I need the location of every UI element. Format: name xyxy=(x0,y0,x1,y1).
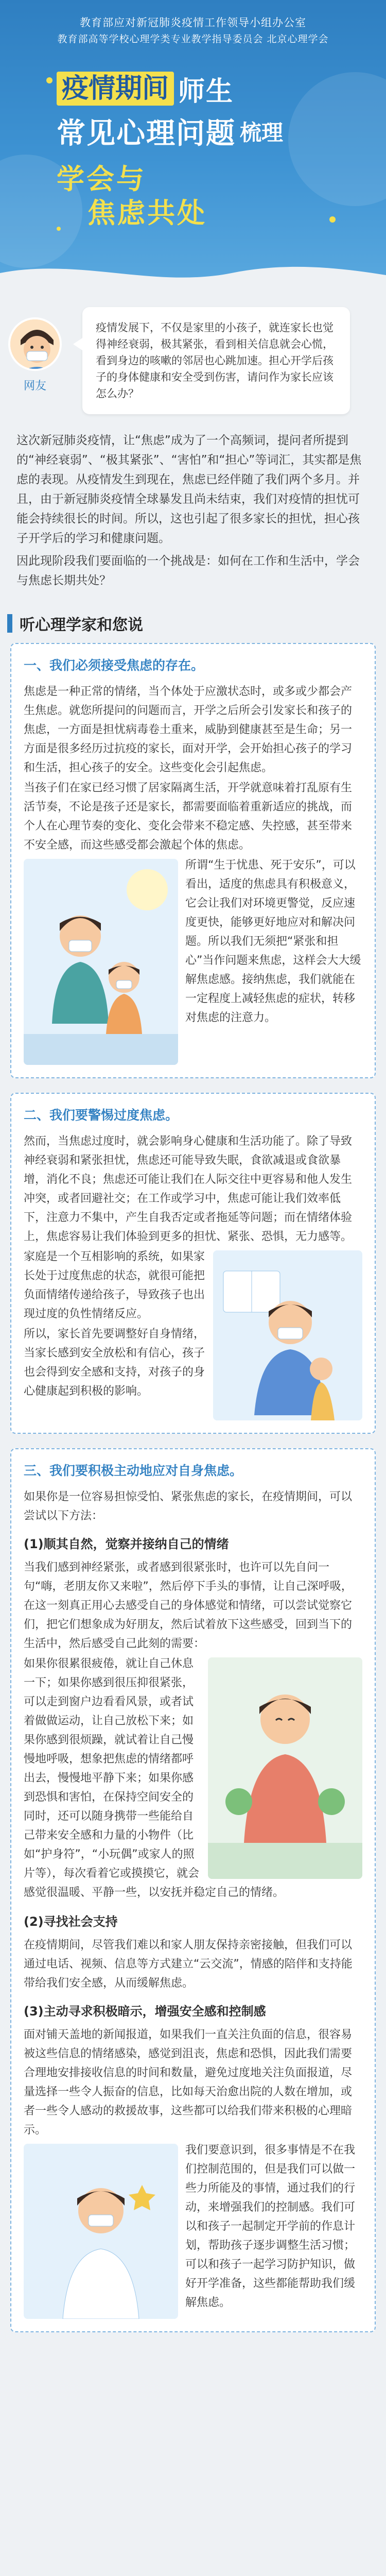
card-cope-actively xyxy=(10,1448,376,2332)
title-subject: 师生 xyxy=(178,76,234,107)
subsection-title: (2)寻找社会支持 xyxy=(24,1914,118,1929)
header-banner xyxy=(0,0,386,289)
card-paragraph: 在疫情期间，尽管我们难以和家人朋友保持亲密接触，但我们可以通过电话、视频、信息等方式建立“云交流”，情感的陪伴和支持能带给我们安全感，从而缓解焦虑。 xyxy=(24,1939,353,1990)
netizen-avatar xyxy=(8,317,62,371)
card-paragraph: 所谓“生于忧患、死于安乐”，可以看出，适度的焦虑具有积极意义，它会让我们对环境更警觉，反应速度更快，能够更好地应对和解决问题。所以我们无须把“紧张和担心”当作问题来焦虑，这样会大大缓解焦虑感。接纳焦虑，我们就能在一定程度上减轻焦虑的症状，转移对焦虑的注意力。 xyxy=(185,859,361,1024)
card-paragraph: 当我们感到神经紧张，或者感到很紧张时，也许可以先自问一句“嗨，老朋友你又来啦”，然后停下手头的事情，让自己深呼吸，在这一刻真正用心去感受自己的身体感觉和情绪，可以尝试觉察它们，把它们想象成为好朋友，然后试着放下这些感受，回到当下的生活中，然后感受自己此刻的需要： xyxy=(24,1561,353,1650)
subsection-title: (3)主动寻求积极暗示，增强安全感和控制感 xyxy=(24,2004,266,2019)
lead-paragraph: 这次新冠肺炎疫情，让“焦虑”成为了一个高频词，提问者所提到的“神经衰弱”、“极其紧张”、“害怕”和“担心”等词汇，其实都是焦虑的表现。从疫情发生到现在，焦虑已经伴随了我们两个多月。并且，由于新冠肺炎疫情全球暴发且尚未结束，我们对疫情的担忧可能会持续很长的时间。所以，这也引起了很多家长的担忧，担心孩子开学后的学习和健康问题。 xyxy=(16,434,362,545)
card-accept-anxiety xyxy=(10,643,376,1078)
section-title: 听心理学家和您说 xyxy=(20,616,143,634)
section-bar xyxy=(7,614,12,633)
hopeful-illustration xyxy=(24,2144,178,2319)
card-beware-excess-anxiety xyxy=(10,1093,376,1434)
subsection-title: (1)顺其自然，觉察并接纳自己的情绪 xyxy=(24,1537,229,1551)
organizer-line-1: 教育部应对新冠肺炎疫情工作领导小组办公室 xyxy=(80,16,306,29)
title-line-3: 学会与 xyxy=(57,163,146,195)
header-wave xyxy=(0,258,386,289)
title-main: 常见心理问题 xyxy=(57,117,236,150)
card-paragraph: 焦虑是一种正常的情绪，当个体处于应激状态时，或多或少都会产生焦虑。就您所提问的问题而言，开学之后所会引发家长和孩子的焦虑，一方面是担忧病毒卷土重来，威胁到健康甚至是生命；另一方面是很多经历过抗疫的家长，面对开学，会开始担心孩子的学习和生活，担心孩子的安全。这些变化会引起焦虑。 xyxy=(24,685,353,774)
decor-dot xyxy=(329,216,336,223)
card-paragraph: 所以，家长首先要调整好自身情绪，当家长感到安全放松和有信心，孩子也会得到安全感和支持，对孩子的身心健康起到积极的影响。 xyxy=(24,1328,205,1398)
card-paragraph: 当孩子们在家已经习惯了居家隔离生活，开学就意味着打乱原有生活节奏，不论是孩子还是家长，都需要面临着重新适应的挑战，而个人在心理节奏的变化、变化会带来不稳定感、失控感，甚至带来不安全感，而这些感受都会激起个体的焦虑。 xyxy=(24,782,353,852)
lead-paragraph: 因此现阶段我们要面临的一个挑战是：如何在工作和生活中，学会与焦虑长期共处？ xyxy=(16,554,360,587)
title-highlight: 疫情期间 xyxy=(57,72,174,106)
card-title: 二、我们要警惕过度焦虑。 xyxy=(24,1108,179,1123)
organizer-block xyxy=(0,0,386,47)
decor-dot xyxy=(46,77,52,83)
question-section xyxy=(0,297,386,420)
calm-parent-illustration xyxy=(208,1657,362,1879)
netizen-name: 网友 xyxy=(23,380,46,393)
title-suffix: 梳理 xyxy=(240,120,284,145)
card-paragraph: 然而，当焦虑过度时，就会影响身心健康和生活功能了。除了导致神经衰弱和紧张担忧，焦虑还可能导致失眠，食欲减退或食欲暴增，消化不良；焦虑还可能让我们在人际交往中更容易和他人发生冲突，或者回避社交；在工作或学习中，焦虑可能让我们效率低下，注意力不集中，产生自我否定或者拖延等问题；而在情绪体验上，焦虑容易让我们体验到更多的担忧、紧张、恐惧，无力感等。 xyxy=(24,1135,353,1243)
card-paragraph: 如果你很累很疲倦，就让自己休息一下；如果你感到很压抑很紧张，可以走到窗户边看看风景，或者试着做做运动，让自己放松下来；如果你感到很烦躁，就试着让自己慢慢地呼吸，想象把焦虑的情绪都呼出去，慢慢地平静下来；如果你感到恐惧和害怕，在保持空间安全的同时，还可以随身携带一些能给自己带来安全感和力量的小物件（比如“护身符”，“小玩偶”或家人的照片等），每次看着它或摸摸它，就会感觉很温暖、平静一些，以安抚并稳定自己的情绪。 xyxy=(24,1657,285,1899)
question-bubble: 疫情发展下，不仅是家里的小孩子，就连家长也觉得神经衰弱，极其紧张，看到相关信息就会心慌，看到身边的咳嗽的邻居也心跳加速。担心开学后孩子的身体健康和安全受到伤害，请问作为家长应该怎么办？ xyxy=(82,307,350,414)
family-illustration xyxy=(24,859,178,1065)
title-line-4: 焦虑共处 xyxy=(87,197,207,229)
section-heading xyxy=(0,599,386,643)
organizer-line-2: 教育部高等学校心理学类专业教学指导委员会 北京心理学会 xyxy=(57,33,329,45)
card-paragraph: 家庭是一个互相影响的系统，如果家长处于过度焦虑的状态，就很可能把负面情绪传递给孩子，导致孩子也出现过度的负性情绪反应。 xyxy=(24,1250,205,1320)
page-title xyxy=(57,70,324,229)
tired-parent-illustration xyxy=(213,1250,362,1420)
card-title: 一、我们必须接受焦虑的存在。 xyxy=(24,658,204,673)
intro-paragraphs xyxy=(0,420,386,599)
card-paragraph: 面对铺天盖地的新闻报道，如果我们一直关注负面的信息，很容易被这些信息的情绪感染，感觉到沮丧，焦虑和恐惧，因此我们需要合理地安排接收信息的时间和数量，避免过度地关注负面报道，尽量选择一些令人振奋的信息，比如每天治愈出院的人数在增加，或者一些令人感动的救援故事，这些都可以给我们带来积极的心理暗示。 xyxy=(24,2028,353,2137)
card-title: 三、我们要积极主动地应对自身焦虑。 xyxy=(24,1463,243,1478)
card-paragraph: 我们要意识到，很多事情是不在我们控制范围的，但是我们可以做一些力所能及的事情，通过我们的行动，来增强我们的控制感。我们可以和孩子一起制定开学前的作息计划，帮助孩子逐步调整生活习惯；可以和孩子一起学习防护知识，做好开学准备，这些都能帮助我们缓解焦虑。 xyxy=(185,2144,356,2309)
card-paragraph: 如果你是一位容易担惊受怕、紧张焦虑的家长，在疫情期间，可以尝试以下方法： xyxy=(24,1490,353,1522)
